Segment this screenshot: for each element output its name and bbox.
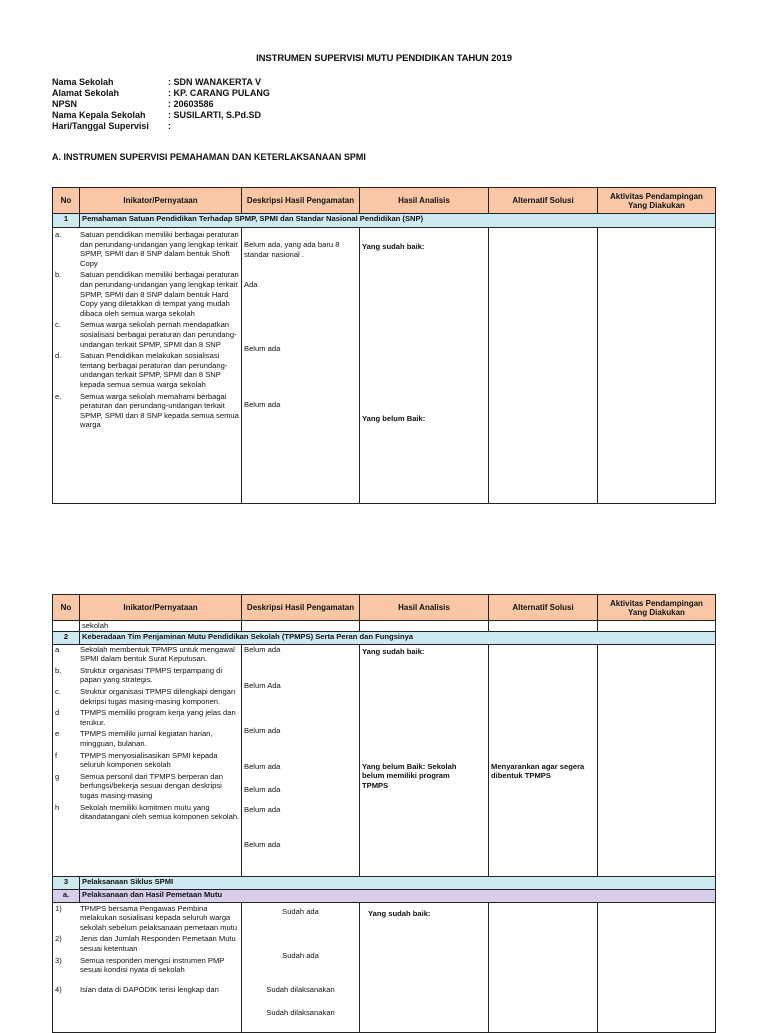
section-a-heading: A. INSTRUMEN SUPERVISI PEMAHAMAN DAN KETERLAKSANAAN SPMI bbox=[52, 152, 366, 162]
info-label: Nama Sekolah bbox=[52, 77, 114, 87]
activity-cell bbox=[598, 902, 716, 1032]
list-item: g Semua personil dari TPMPS berperan dan berfungsi/bekerja sesuai dengan deskripsi tugas masing-masing bbox=[55, 771, 223, 800]
list-item: 3) Semua responden mengisi instrumen PMP sesuai kondisi nyata di sekolah bbox=[55, 955, 225, 975]
description-text: Belum ada bbox=[244, 804, 281, 814]
analysis-good: Yang sudah baik: bbox=[362, 646, 425, 656]
analysis-cell bbox=[360, 644, 489, 876]
header-no: No bbox=[53, 188, 80, 214]
description-text: Belum ada bbox=[244, 725, 281, 735]
solution-cell bbox=[489, 902, 598, 1032]
info-value: : SDN WANAKERTA V bbox=[168, 77, 261, 87]
section-number: 1 bbox=[53, 214, 80, 228]
list-item: h Sekolah memiliki komitmen mutu yang ditandatangani oleh semua komponen sekolah. bbox=[55, 802, 240, 822]
activity-cell bbox=[598, 228, 716, 504]
header-no: No bbox=[53, 595, 80, 621]
description-text: Sudah dilaksanakan bbox=[266, 984, 335, 994]
activity-cell bbox=[598, 644, 716, 876]
info-label: Alamat Sekolah bbox=[52, 88, 120, 98]
supervision-table-1 bbox=[52, 187, 716, 504]
header-deskripsi: Deskripsi Hasil Pengamatan bbox=[242, 595, 360, 621]
list-item: e. Semua warga sekolah memahami berbagai peraturan dan perundang-undangan terkait SPMP, SPMI dan 8 SNP kepada semua semua warga bbox=[55, 391, 239, 430]
document-title: INSTRUMEN SUPERVISI MUTU PENDIDIKAN TAHUN 2019 bbox=[256, 53, 512, 64]
analysis-cell bbox=[360, 228, 489, 504]
description-text: Belum ada bbox=[244, 344, 281, 353]
solution-cell bbox=[489, 228, 598, 504]
description-text: Belum ada bbox=[244, 839, 281, 849]
list-item: f TPMPS menyosialisasikan SPMI kepada seluruh komponen sekolah bbox=[55, 750, 218, 770]
info-label: NPSN bbox=[52, 99, 78, 109]
list-item: a. Satuan pendidikan memiliki berbagai peraturan dan perundang-undangan yang lengkap terkait SPMP, SPMI dan 8 SNP dalam bentuk Shoft Copy bbox=[55, 230, 239, 268]
header-aktivitas: Aktivitas Pendampingan Yang Diakukan bbox=[598, 188, 716, 214]
analysis-cell bbox=[360, 902, 489, 1032]
list-item: d. Satuan Pendidikan melakukan sosialisasi tentang berbagai peraturan dan perundang-undangan terkait SPMP, SPMI dan 8 SNP kepada semua semua warga sekolah bbox=[55, 351, 228, 389]
header-analisis: Hasil Analisis bbox=[360, 188, 489, 214]
header-indikator: Inikator/Pernyataan bbox=[80, 595, 242, 621]
description-text: Belum ada bbox=[244, 400, 281, 409]
indicator-list bbox=[53, 228, 242, 504]
description-text: Sudah ada bbox=[282, 950, 319, 960]
info-label: Hari/Tanggal Supervisi bbox=[52, 121, 149, 131]
supervision-table-2 bbox=[52, 594, 716, 1033]
info-value: : KP. CARANG PULANG bbox=[168, 88, 270, 98]
description-text: Belum Ada bbox=[244, 680, 281, 690]
analysis-bad: Yang belum Baik: bbox=[362, 414, 426, 423]
list-item: b. Struktur organisasi TPMPS terpampang di papan yang strategis. bbox=[55, 665, 223, 685]
list-item: e TPMPS memiliki jurnal kegiatan harian, mingguan, bulanan. bbox=[55, 729, 213, 748]
header-analisis: Hasil Analisis bbox=[360, 595, 489, 621]
carry-over-text: sekolah bbox=[80, 621, 242, 632]
header-deskripsi: Deskripsi Hasil Pengamatan bbox=[242, 188, 360, 214]
description-text: Sudah ada bbox=[282, 906, 319, 916]
description-cell bbox=[242, 228, 360, 504]
list-item: 2) Jenis dan Jumlah Responden Pemetaan Mutu sesuai ketentuan bbox=[55, 934, 236, 953]
list-item: d TPMPS memiliki program kerja yang jelas dan terukur. bbox=[55, 708, 236, 727]
section-title: Pelaksanaan Siklus SPMI bbox=[80, 876, 716, 889]
section-title: Pemahaman Satuan Pendidikan Terhadap SPMP, SPMI dan Standar Nasional Pendidikan (SNP) bbox=[80, 214, 716, 228]
description-text: Sudah dilaksanakan bbox=[266, 1007, 335, 1017]
analysis-good: Yang sudah baik: bbox=[362, 242, 425, 251]
list-item: c. Struktur organisasi TPMPS dilengkapi dengan dekripsi tugas masing-masing komponen. bbox=[55, 686, 236, 706]
solution-text: Menyarankan agar segera dibentuk TPMPS bbox=[491, 761, 585, 781]
list-item: c. Semua warga sekolah pernah mendapatkan sosialisasi berbagai peraturan dan perundang-undangan terkait SPMP, SPMI dan 8 SNP bbox=[55, 320, 237, 349]
description-text: Belum ada, yang ada baru 8 standar nasional . bbox=[244, 240, 340, 259]
list-item: b. Satuan pendidikan memiliki berbagai peraturan dan perundang-undangan yang lengkap terkait SPMP, SPMI dan 8 SNP dalam bentuk Hard Copy yang diletakkan di tempat yang mudah dibaca oleh semua warga sekolah bbox=[55, 270, 239, 318]
analysis-good: Yang sudah baik: bbox=[368, 908, 431, 918]
section-number: 2 bbox=[53, 631, 80, 644]
section-number: 3 bbox=[53, 876, 80, 889]
description-text: Ada bbox=[244, 280, 258, 289]
header-indikator: Inikator/Pernyataan bbox=[80, 188, 242, 214]
info-label: Nama Kepala Sekolah bbox=[52, 110, 146, 120]
list-item: 4) Isian data di DAPODIK terisi lengkap dan bbox=[55, 984, 219, 994]
section-title: Keberadaan Tim Penjaminan Mutu Pendidikan Sekolah (TPMPS) Serta Peran dan Fungsinya bbox=[80, 631, 716, 644]
subsection-title: Pelaksanaan dan Hasil Pemetaan Mutu bbox=[80, 889, 716, 902]
list-item: 1) TPMPS bersama Pengawas Pembina melakukan sosialisasi kepada seluruh warga sekolah sebelum pelaksanaan pemetaan mutu bbox=[55, 903, 238, 932]
solution-cell bbox=[489, 644, 598, 876]
description-text: Belum ada bbox=[244, 784, 281, 794]
analysis-bad: Yang belum Baik: Sekolah belum memiliki program TPMPS bbox=[362, 761, 457, 790]
subsection-number: a. bbox=[53, 889, 80, 902]
description-cell bbox=[242, 902, 360, 1032]
description-cell bbox=[242, 644, 360, 876]
header-solusi: Alternatif Solusi bbox=[489, 188, 598, 214]
description-text: Belum ada bbox=[244, 644, 281, 654]
info-value: : SUSILARTI, S.Pd.SD bbox=[168, 110, 262, 120]
header-solusi: Alternatif Solusi bbox=[489, 595, 598, 621]
info-value: : bbox=[168, 121, 171, 131]
info-value: : 20603586 bbox=[168, 99, 214, 109]
header-aktivitas: Aktivitas Pendampingan Yang Diakukan bbox=[598, 595, 716, 621]
school-info bbox=[52, 77, 270, 132]
indicator-list bbox=[53, 644, 242, 876]
description-text: Belum ada bbox=[244, 761, 281, 771]
list-item: a Sekolah membentuk TPMPS untuk mengawal SPMI dalam bentuk Surat Keputusan. bbox=[55, 644, 235, 664]
indicator-list bbox=[53, 902, 242, 1032]
